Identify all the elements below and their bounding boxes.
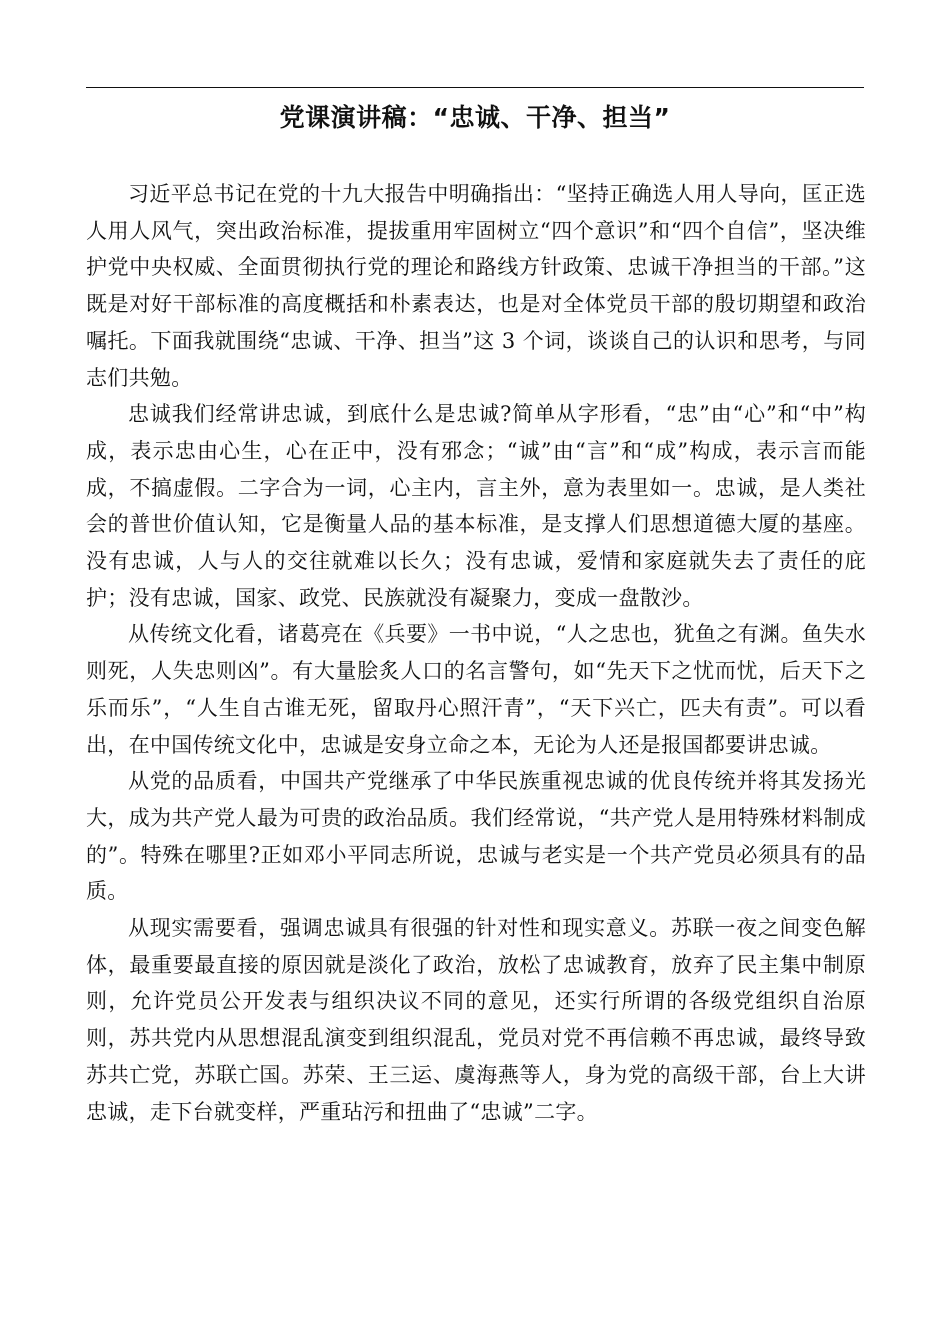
header-rule bbox=[86, 87, 864, 88]
paragraph-5: 从现实需要看，强调忠诚具有很强的针对性和现实意义。苏联一夜之间变色解体，最重要最直接的原因就是淡化了政治，放松了忠诚教育，放弃了民主集中制原则，允许党员公开发表与组织决议不同的意见，还实行所谓的各级党组织自治原则，苏共党内从思想混乱演变到组织混乱，党员对党不再信赖不再忠诚，最终导致苏共亡党，苏联亡国。苏荣、王三运、虞海燕等人，身为党的高级干部，台上大讲忠诚，走下台就变样，严重玷污和扭曲了“忠诚”二字。 bbox=[86, 916, 866, 1124]
document-body bbox=[86, 176, 866, 1130]
page-title: 党课演讲稿：“忠诚、干净、担当” bbox=[279, 103, 671, 132]
paragraph-4: 从党的品质看，中国共产党继承了中华民族重视忠诚的优良传统并将其发扬光大，成为共产党人最为可贵的政治品质。我们经常说，“共产党人是用特殊材料制成的”。特殊在哪里?正如邓小平同志所说，忠诚与老实是一个共产党员必须具有的品质。 bbox=[86, 769, 866, 904]
paragraph-2: 忠诚我们经常讲忠诚，到底什么是忠诚?简单从字形看，“忠”由“心”和“中”构成，表示忠由心生，心在正中，没有邪念；“诚”由“言”和“成”构成，表示言而能成，不搞虚假。二字合为一词，心主内，言主外，意为表里如一。忠诚，是人类社会的普世价值认知，它是衡量人品的基本标准，是支撑人们思想道德大厦的基座。 没有忠诚，人与人的交往就难以长久；没有忠诚，爱情和家庭就失去了责任的庇护；没有忠诚，国家、政党、民族就没有凝聚力，变成一盘散沙。 bbox=[86, 402, 866, 610]
paragraph-1: 习近平总书记在党的十九大报告中明确指出：“坚持正确选人用人导向，匡正选人用人风气，突出政治标准，提拔重用牢固树立“四个意识”和“四个自信”，坚决维护党中央权威、全面贯彻执行党的理论和路线方针政策、忠诚干净担当的干部。”这既是对好干部标准的高度概括和朴素表达，也是对全体党员干部的殷切期望和政治嘱托。下面我就围绕“忠诚、干净、担当”这 3 个词，谈谈自己的认识和思考，与同志们共勉。 bbox=[86, 182, 866, 390]
paragraph-3: 从传统文化看，诸葛亮在《兵要》一书中说，“人之忠也，犹鱼之有渊。鱼失水则死，人失忠则凶”。有大量脍炙人口的名言警句，如“先天下之忧而忧，后天下之乐而乐”，“人生自古谁无死，留取丹心照汗青”，“天下兴亡，匹夫有责”。可以看出，在中国传统文化中，忠诚是安身立命之本，无论为人还是报国都要讲忠诚。 bbox=[86, 622, 866, 757]
